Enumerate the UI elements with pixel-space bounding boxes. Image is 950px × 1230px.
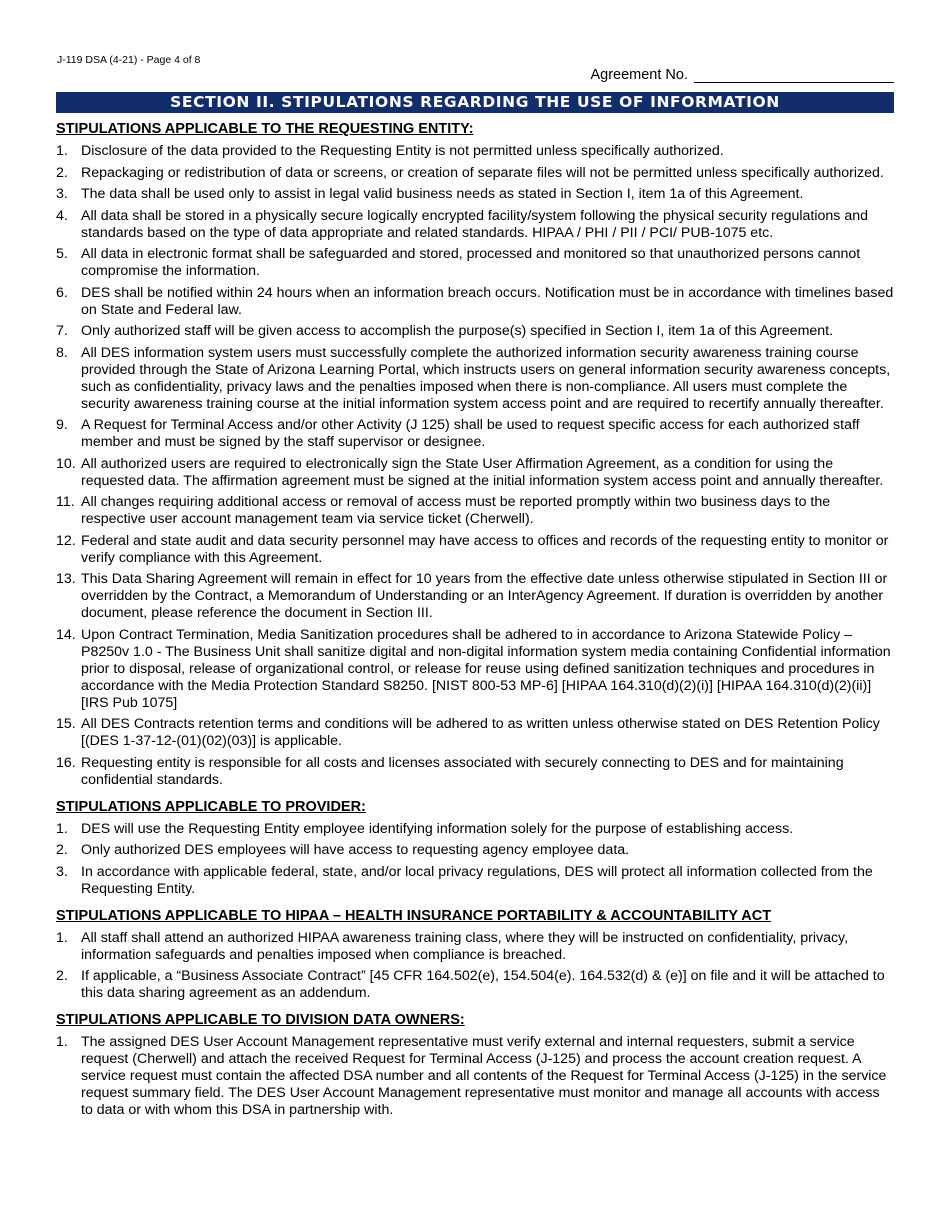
- list-item-number: 1.: [56, 820, 68, 837]
- list-item-number: 3.: [56, 186, 68, 202]
- list-item-text: Repackaging or redistribution of data or screens, or creation of separate files will not be permitted unless specifically authorized.: [81, 164, 884, 181]
- list-item-number: 4.: [56, 207, 68, 224]
- section-title-bar: SECTION II. STIPULATIONS REGARDING THE USE OF INFORMATION: [56, 92, 894, 113]
- list-item-number: 16.: [56, 754, 76, 771]
- list-item: [56, 165, 894, 182]
- list-item-number: 1.: [56, 929, 68, 946]
- list-item-text: All authorized users are required to electronically sign the State User Affirmation Agreement, as a condition for using the requested data. The affirmation agreement must be signed at the initial information system access point and annually thereafter.: [81, 455, 884, 489]
- list-item-number: 13.: [56, 571, 76, 587]
- list-item-text: This Data Sharing Agreement will remain in effect for 10 years from the effective date unless otherwise stipulated in Section III or overridden by the Contract, a Memorandum of Understanding or an InterAgency Agreement. If duration is overridden by another document, please reference the document in Section III.: [81, 571, 888, 621]
- list-item-text: Only authorized staff will be given access to accomplish the purpose(s) specified in Section I, item 1a of this Agreement.: [81, 323, 834, 339]
- list-item-text: In accordance with applicable federal, state, and/or local privacy regulations, DES will protect all information collected from the Requesting Entity.: [81, 863, 873, 897]
- list-item-number: 7.: [56, 323, 68, 339]
- list-item-number: 8.: [56, 344, 68, 361]
- hipaa-list: [56, 930, 894, 1003]
- list-item-text: Disclosure of the data provided to the Requesting Entity is not permitted unless specifically authorized.: [81, 143, 724, 159]
- list-item-text: Only authorized DES employees will have access to requesting agency employee data.: [81, 842, 630, 858]
- list-item-number: 12.: [56, 532, 76, 549]
- list-item-text: Federal and state audit and data security personnel may have access to offices and records of the requesting entity to monitor or verify compliance with this Agreement.: [81, 532, 889, 566]
- list-item-number: 1.: [56, 143, 68, 159]
- provider-list: [56, 821, 894, 898]
- list-item-text: Requesting entity is responsible for all costs and licenses associated with securely connecting to DES and for maintaining confidential standards.: [81, 754, 844, 788]
- list-item-text: All DES Contracts retention terms and conditions will be adhered to as written unless otherwise stated on DES Retention Policy [(DES 1-37-12-(01)(02)(03)] is applicable.: [81, 716, 880, 749]
- list-item-text: DES shall be notified within 24 hours when an information breach occurs. Notification must be in accordance with timelines based on State and Federal law.: [81, 284, 894, 318]
- requesting-entity-heading: STIPULATIONS APPLICABLE TO THE REQUESTING ENTITY:: [56, 121, 474, 137]
- list-item-text: Upon Contract Termination, Media Sanitization procedures shall be adhered to in accordance to Arizona Statewide Policy – P8250v 1.0 - The Business Unit shall sanitize digital and non-digital information system media containing Confidential information prior to disposal, release of organizational control, or release for reuse using defined sanitization techniques and procedures in accordance with the Media Protection Standard S8250. [NIST 800-53 MP-6] [HIPAA 164.310(d)(2)(i)] [HIPAA 164.310(d)(2)(ii)] [IRS Pub 1075]: [81, 626, 891, 711]
- list-item-number: 5.: [56, 246, 68, 262]
- list-item-number: 2.: [56, 842, 68, 858]
- list-item: [56, 417, 894, 451]
- list-item: [56, 755, 894, 789]
- list-item: [56, 208, 894, 242]
- list-item-number: 9.: [56, 417, 68, 433]
- list-item-text: All DES information system users must successfully complete the authorized information security awareness training course provided through the State of Arizona Learning Portal, which instructs users on general information security awareness concepts, such as confidentiality, privacy laws and the penalties imposed when there is non-compliance. All users must complete the security awareness training course at the initial information system access point and are required to recertify annually thereafter.: [81, 344, 891, 412]
- list-item: [56, 571, 894, 622]
- division-data-owners-heading: STIPULATIONS APPLICABLE TO DIVISION DATA OWNERS:: [56, 1012, 465, 1028]
- list-item-number: 15.: [56, 716, 76, 732]
- agreement-number-field: [590, 67, 894, 83]
- list-item: [56, 494, 894, 528]
- provider-heading: STIPULATIONS APPLICABLE TO PROVIDER:: [56, 798, 366, 815]
- agreement-number-blank: [694, 68, 894, 83]
- list-item-number: 14.: [56, 626, 76, 643]
- list-item-text: All data shall be stored in a physically secure logically encrypted facility/system following the physical security regulations and standards based on the type of data appropriate and related standards. HIPAA / PHI / PII / PCI/ PUB-1075 etc.: [81, 207, 869, 241]
- list-item-number: 3.: [56, 863, 68, 880]
- list-item: [56, 186, 894, 203]
- list-item: [56, 1034, 894, 1119]
- list-item: [56, 246, 894, 280]
- list-item: [56, 716, 894, 750]
- list-item: [56, 456, 894, 490]
- list-item-number: 2.: [56, 164, 68, 181]
- list-item: [56, 143, 894, 160]
- list-item-text: All data in electronic format shall be safeguarded and stored, processed and monitored so that unauthorized persons cannot compromise the information.: [81, 246, 861, 279]
- form-identifier: J-119 DSA (4-21) - Page 4 of 8: [57, 54, 201, 66]
- list-item-text: The assigned DES User Account Management representative must verify external and internal requesters, submit a service request (Cherwell) and attach the received Request for Terminal Access (J-125) and process the account creation request. A service request must contain the affected DSA number and all contents of the Request for Terminal Access (J-125) in the service request summary field. The DES User Account Management representative must monitor and manage all accounts with access to data or with whom this DSA in partnership with.: [81, 1034, 887, 1118]
- document-body: [56, 121, 894, 1124]
- list-item: [56, 285, 894, 319]
- list-item: [56, 627, 894, 712]
- list-item: [56, 345, 894, 413]
- list-item: [56, 533, 894, 567]
- list-item: [56, 821, 894, 838]
- division-data-owners-list: [56, 1034, 894, 1119]
- list-item-text: All staff shall attend an authorized HIPAA awareness training class, where they will be instructed on confidentiality, privacy, information safeguards and penalties imposed when compliance is breached.: [81, 929, 849, 963]
- hipaa-heading: STIPULATIONS APPLICABLE TO HIPAA – HEALTH INSURANCE PORTABILITY & ACCOUNTABILITY ACT: [56, 907, 772, 924]
- list-item: [56, 864, 894, 898]
- list-item: [56, 323, 894, 340]
- list-item-number: 1.: [56, 1034, 68, 1050]
- list-item-number: 6.: [56, 284, 68, 301]
- agreement-number-label: Agreement No.: [590, 67, 688, 83]
- list-item: [56, 842, 894, 859]
- list-item-number: 11.: [56, 494, 75, 510]
- list-item-number: 2.: [56, 968, 68, 984]
- list-item-text: If applicable, a “Business Associate Contract” [45 CFR 164.502(e), 154.504(e). 164.532(d) & (e)] on file and it will be attached to this data sharing agreement as an addendum.: [81, 968, 885, 1001]
- list-item-text: The data shall be used only to assist in legal valid business needs as stated in Section I, item 1a of this Agreement.: [81, 186, 804, 202]
- requesting-entity-list: [56, 143, 894, 789]
- list-item-number: 10.: [56, 455, 76, 472]
- list-item-text: All changes requiring additional access or removal of access must be reported promptly within two business days to the respective user account management team via service ticket (Cherwell).: [81, 494, 831, 527]
- list-item: [56, 930, 894, 964]
- list-item-text: A Request for Terminal Access and/or other Activity (J 125) shall be used to request specific access for each authorized staff member and must be signed by the staff supervisor or designee.: [81, 417, 860, 450]
- list-item: [56, 968, 894, 1002]
- list-item-text: DES will use the Requesting Entity employee identifying information solely for the purpose of establishing access.: [81, 820, 794, 837]
